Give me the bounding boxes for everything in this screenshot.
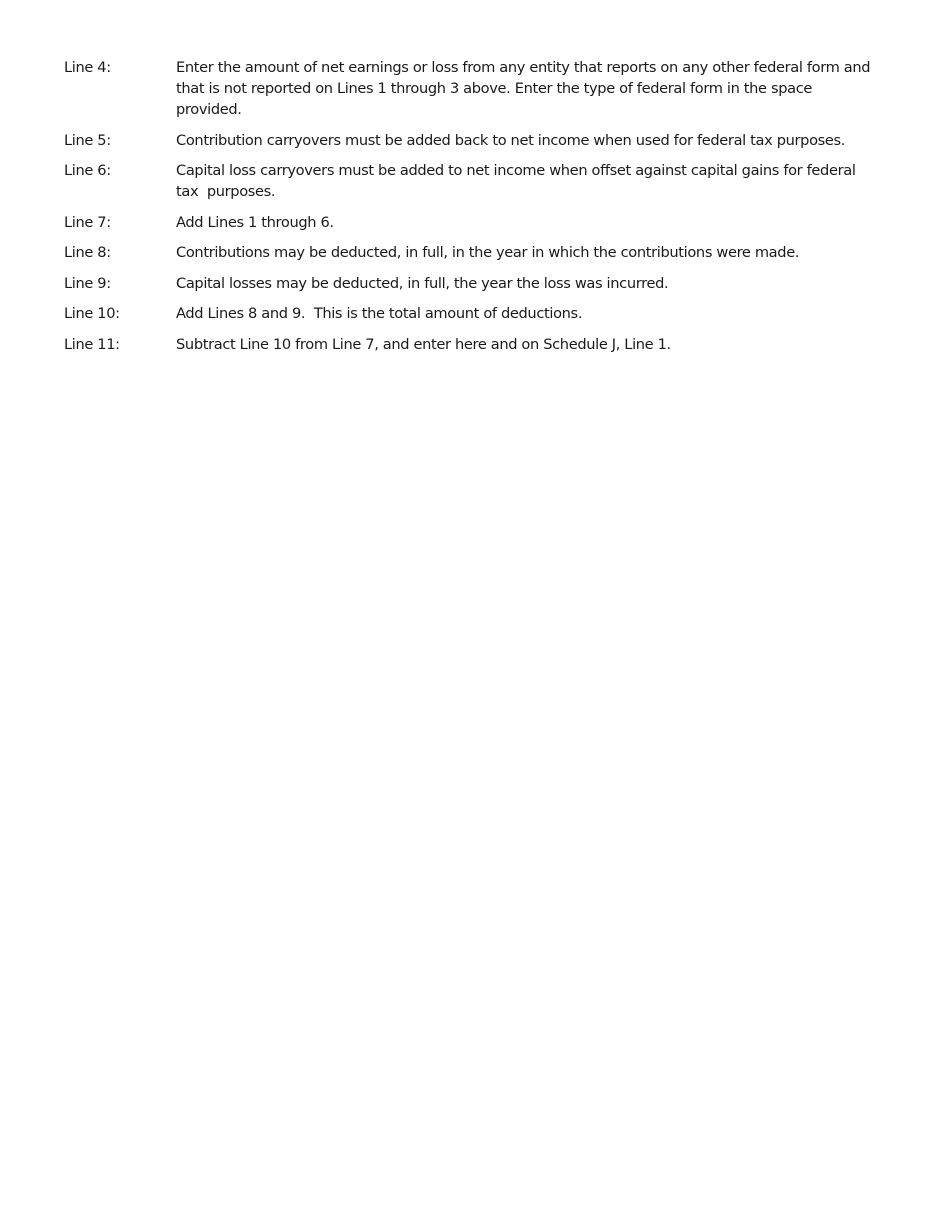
line-label: Line 8: [64, 244, 111, 261]
line-label: Line 11: [64, 335, 120, 353]
line-instruction-text: Capital losses may be deducted, in full, the year the loss was incurred. [176, 274, 669, 292]
instruction-line-4 [64, 57, 874, 120]
line-label: Line 5: [64, 131, 111, 149]
line-label: Line 7: [64, 213, 111, 231]
instruction-line-10 [64, 303, 874, 324]
line-instructions-list [64, 57, 874, 364]
line-label: Line 6: [64, 162, 111, 179]
line-instruction-text: Contribution carryovers must be added back to net income when used for federal tax purposes. [176, 131, 846, 149]
line-instruction-text: Contributions may be deducted, in full, in the year in which the contributions were made. [176, 244, 800, 261]
line-instruction-text: Add Lines 8 and 9. This is the total amount of deductions. [176, 305, 583, 322]
line-label: Line 10: [64, 305, 120, 322]
line-instruction-text: Subtract Line 10 from Line 7, and enter here and on Schedule J, Line 1. [176, 335, 671, 353]
line-instruction-text: Enter the amount of net earnings or loss from any entity that reports on any other federal form and that is not reported on Lines 1 through 3 above. Enter the type of federal form in the space provided. [176, 59, 875, 118]
instruction-line-6 [64, 160, 874, 202]
instruction-line-9 [64, 273, 874, 294]
instruction-line-5 [64, 130, 874, 151]
line-instruction-text: Add Lines 1 through 6. [176, 213, 334, 231]
line-instruction-text: Capital loss carryovers must be added to net income when offset against capital gains for federal tax purposes. [176, 162, 860, 200]
instruction-line-8 [64, 242, 874, 263]
line-label: Line 4: [64, 59, 111, 76]
instruction-line-7 [64, 212, 874, 233]
instruction-line-11 [64, 334, 874, 355]
line-label: Line 9: [64, 274, 111, 292]
